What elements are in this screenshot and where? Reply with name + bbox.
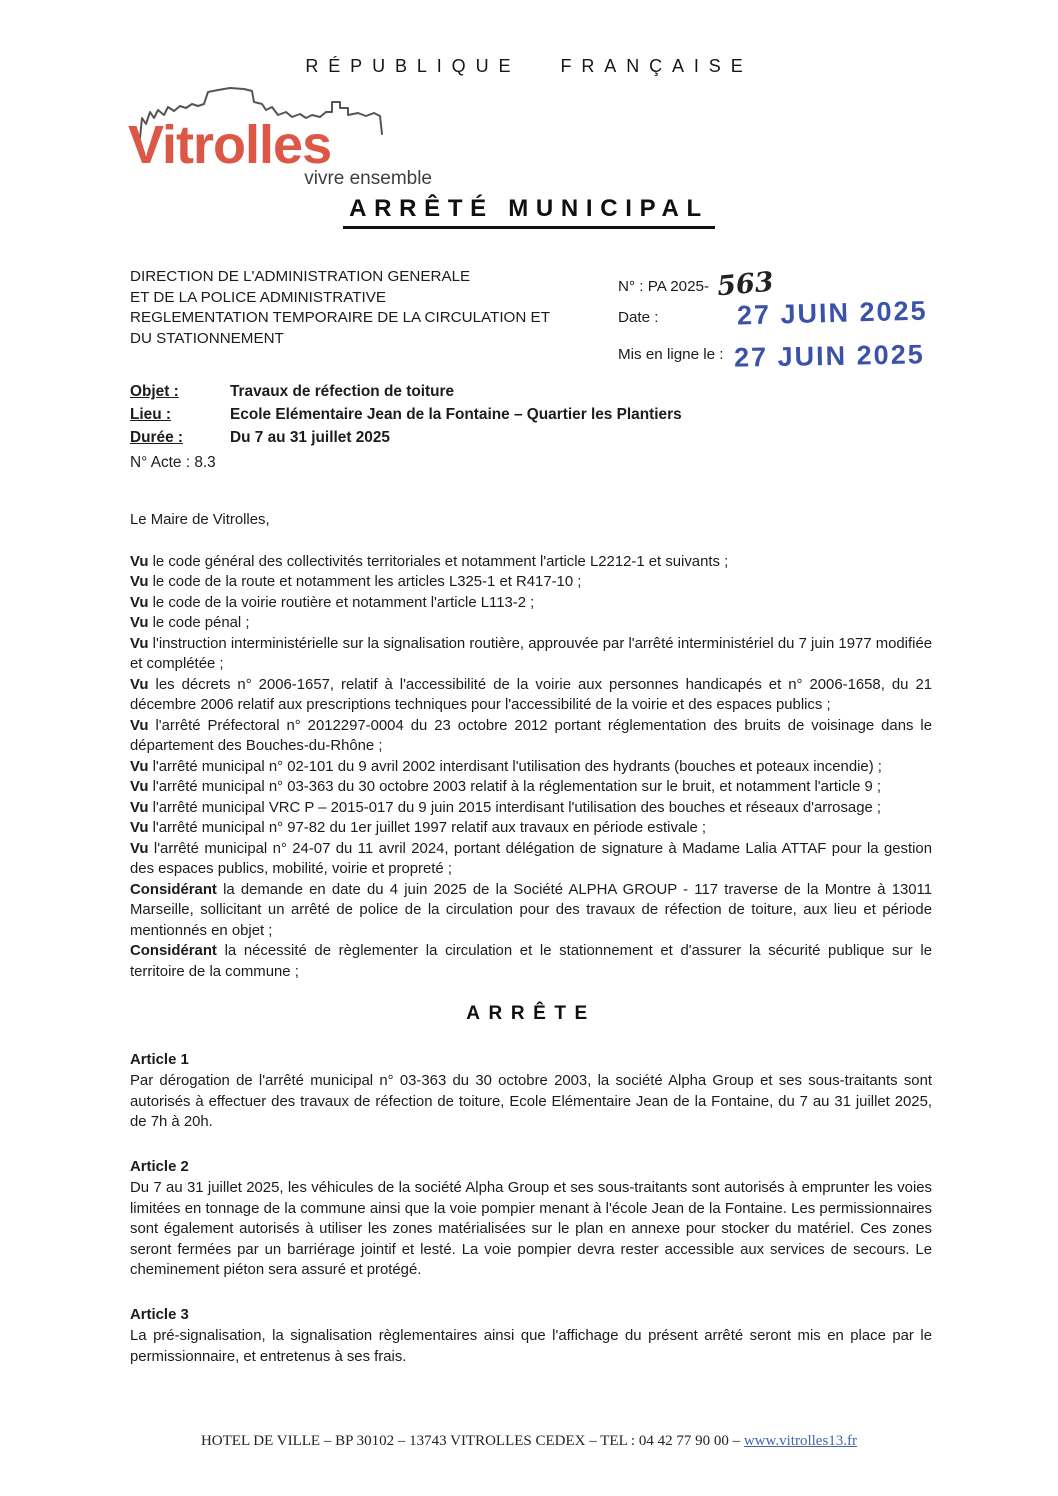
recital-text: le code de la route et notamment les articles L325-1 et R417-10 ; (152, 574, 582, 590)
direction-line: ET DE LA POLICE ADMINISTRATIVE (130, 288, 387, 306)
footer-link[interactable]: www.vitrolles13.fr (743, 1433, 858, 1449)
arrete-heading: ARRÊTE (466, 1003, 596, 1024)
footer-text: HOTEL DE VILLE – BP 30102 – 13743 VITROLLES CEDEX – TEL : 04 42 77 90 00 – (200, 1433, 741, 1449)
article-text: La pré-signalisation, la signalisation règlementaires ainsi que l'affichage du présent arrêté seront mis en place par le permissionnaire, et entretenus à ses frais. (130, 1328, 932, 1365)
subject-row-objet (130, 380, 932, 403)
recital-text: l'arrêté municipal n° 02-101 du 9 avril 2002 interdisant l'utilisation des hydrants (bouches et poteaux incendie) ; (152, 758, 882, 775)
recital-prefix: Vu (130, 594, 149, 611)
online-date-stamp: 27 JUIN 2025 (733, 339, 925, 373)
duree-label: Durée : (130, 429, 184, 446)
direction-line: REGLEMENTATION TEMPORAIRE DE LA CIRCULATION ET (130, 309, 550, 326)
recital (130, 552, 932, 573)
recital-text: l'arrêté municipal n° 24-07 du 11 avril 2024, portant délégation de signature à Madame Lalia ATTAF pour la gestion des espaces publics, mobilité, voirie et propreté ; (130, 840, 932, 877)
recital-text: les décrets n° 2006-1657, relatif à l'accessibilité de la voirie aux personnes handicapés et n° 2006-1658, du 21 décembre 2006 relatif aux prescriptions techniques pour l'accessibilité de la voirie et des espaces publics ; (130, 676, 933, 713)
recital-prefix: Vu (130, 615, 149, 631)
article-2 (130, 1157, 932, 1281)
acte-number: N° Acte : 8.3 (130, 454, 216, 471)
recitals-block (130, 552, 932, 983)
direction-block (130, 267, 550, 364)
direction-line: DIRECTION DE L'ADMINISTRATION GENERALE (130, 268, 471, 285)
duree-value: Du 7 au 31 juillet 2025 (230, 429, 390, 446)
recital (130, 572, 932, 593)
recital (130, 880, 932, 942)
article-title: Article 1 (130, 1051, 189, 1068)
recital-text: l'arrêté municipal n° 97-82 du 1er juillet 1997 relatif aux travaux en période estivale ; (152, 820, 707, 836)
recital-text: le code de la voirie routière et notamment l'article L113-2 ; (152, 594, 535, 611)
date-stamp: 27 JUIN 2025 (736, 295, 928, 331)
recital-text: l'arrêté municipal n° 03-363 du 30 octobre 2003 relatif à la réglementation sur le bruit, et notamment l'article 9 ; (152, 779, 882, 795)
recital-text: la nécessité de règlementer la circulation et le stationnement et d'assurer la sécurité publique sur le territoire de la commune ; (130, 943, 932, 980)
lieu-label: Lieu : (130, 406, 172, 423)
recital-prefix: Considérant (130, 943, 217, 959)
recital-prefix: Vu (130, 820, 149, 836)
recital (130, 777, 932, 798)
article-3 (130, 1305, 932, 1368)
meta-row (130, 266, 948, 373)
recital (130, 675, 932, 716)
document-title: ARRÊTÉ MUNICIPAL (343, 195, 715, 229)
article-1 (130, 1050, 932, 1133)
recital-prefix: Vu (130, 717, 149, 734)
recital (130, 757, 932, 778)
vitrolles-logo (128, 82, 438, 190)
online-label: Mis en ligne le : (618, 346, 724, 363)
decree-number-label: N° : PA 2025- (618, 278, 710, 295)
recital-text: l'instruction interministérielle sur la signalisation routière, approuvée par l'arrêté interministériel du 7 juin 1977 modifiée et complétée ; (130, 635, 933, 672)
subject-row-lieu (130, 403, 932, 426)
recital-prefix: Considérant (130, 881, 217, 898)
recital-text: l'arrêté municipal VRC P – 2015-017 du 9 juin 2015 interdisant l'utilisation des bouches et réseaux d'arrosage ; (152, 799, 882, 816)
recital (130, 839, 932, 880)
recital (130, 634, 932, 675)
decree-meta-block (618, 266, 948, 373)
date-label: Date : (618, 309, 659, 326)
recital (130, 798, 932, 819)
recital (130, 716, 932, 757)
recital-prefix: Vu (130, 779, 149, 795)
recital-text: le code pénal ; (152, 615, 250, 631)
recital-prefix: Vu (130, 574, 149, 590)
lieu-value: Ecole Elémentaire Jean de la Fontaine – Quartier les Plantiers (230, 406, 682, 423)
recital-prefix: Vu (130, 758, 149, 775)
recital (130, 818, 932, 839)
salutation: Le Maire de Vitrolles, (130, 512, 270, 528)
logo-tagline: vivre ensemble (304, 168, 432, 189)
recital-prefix: Vu (130, 840, 149, 857)
decree-body (130, 510, 932, 1367)
article-title: Article 2 (130, 1158, 189, 1175)
subject-block (130, 380, 932, 474)
recital-prefix: Vu (130, 799, 149, 816)
recital-text: le code général des collectivités territoriales et notamment l'article L2212-1 et suivants ; (152, 553, 729, 570)
recital-prefix: Vu (130, 635, 149, 652)
recital-prefix: Vu (130, 553, 149, 570)
objet-value: Travaux de réfection de toiture (230, 383, 455, 400)
recital-text: l'arrêté Préfectoral n° 2012297-0004 du 23 octobre 2012 portant réglementation des bruits de voisinage dans le département des Bouches-du-Rhône ; (130, 717, 932, 754)
recital (130, 941, 932, 982)
logo-wordmark: Vitrolles (128, 115, 332, 175)
decree-number-handwritten: 563 (715, 266, 775, 303)
article-text: Par dérogation de l'arrêté municipal n° 03-363 du 30 octobre 2003, la société Alpha Group et ses sous-traitants sont autorisés à effectuer des travaux de réfection de toiture, Ecole Elémentaire Jean de la Fontaine, du 7 au 31 juillet 2025, de 7h à 20h. (130, 1073, 932, 1130)
recital-prefix: Vu (130, 676, 149, 693)
subject-row-duree (130, 426, 932, 449)
direction-line: DU STATIONNEMENT (130, 329, 284, 347)
article-title: Article 3 (130, 1306, 189, 1323)
recital (130, 593, 932, 614)
recital (130, 613, 932, 634)
objet-label: Objet : (130, 383, 179, 400)
recital-text: la demande en date du 4 juin 2025 de la Société ALPHA GROUP - 117 traverse de la Montre à 13011 Marseille, sollicitant un arrêté de police de la circulation pour des travaux de réfection de toiture, aux lieu et période mentionnés en objet ; (130, 881, 932, 939)
article-text: Du 7 au 31 juillet 2025, les véhicules de la société Alpha Group et ses sous-traitants sont autorisés à emprunter les voies limitées en tonnage de la commune ainsi que la voie pompier menant à l'école Jean de la Fontaine. Les permissionnaires sont également autorisés à utiliser les zones matérialisées sur le plan en annexe pour stocker du matériel. Ces zones seront fermées par un barriérage jointif et lesté. La voie pompier devra rester accessible aux services de secours. Le cheminement piéton sera assuré et protégé. (130, 1180, 932, 1278)
footer (0, 1433, 1058, 1450)
republique-francaise-heading: RÉPUBLIQUE FRANÇAISE (305, 56, 753, 76)
